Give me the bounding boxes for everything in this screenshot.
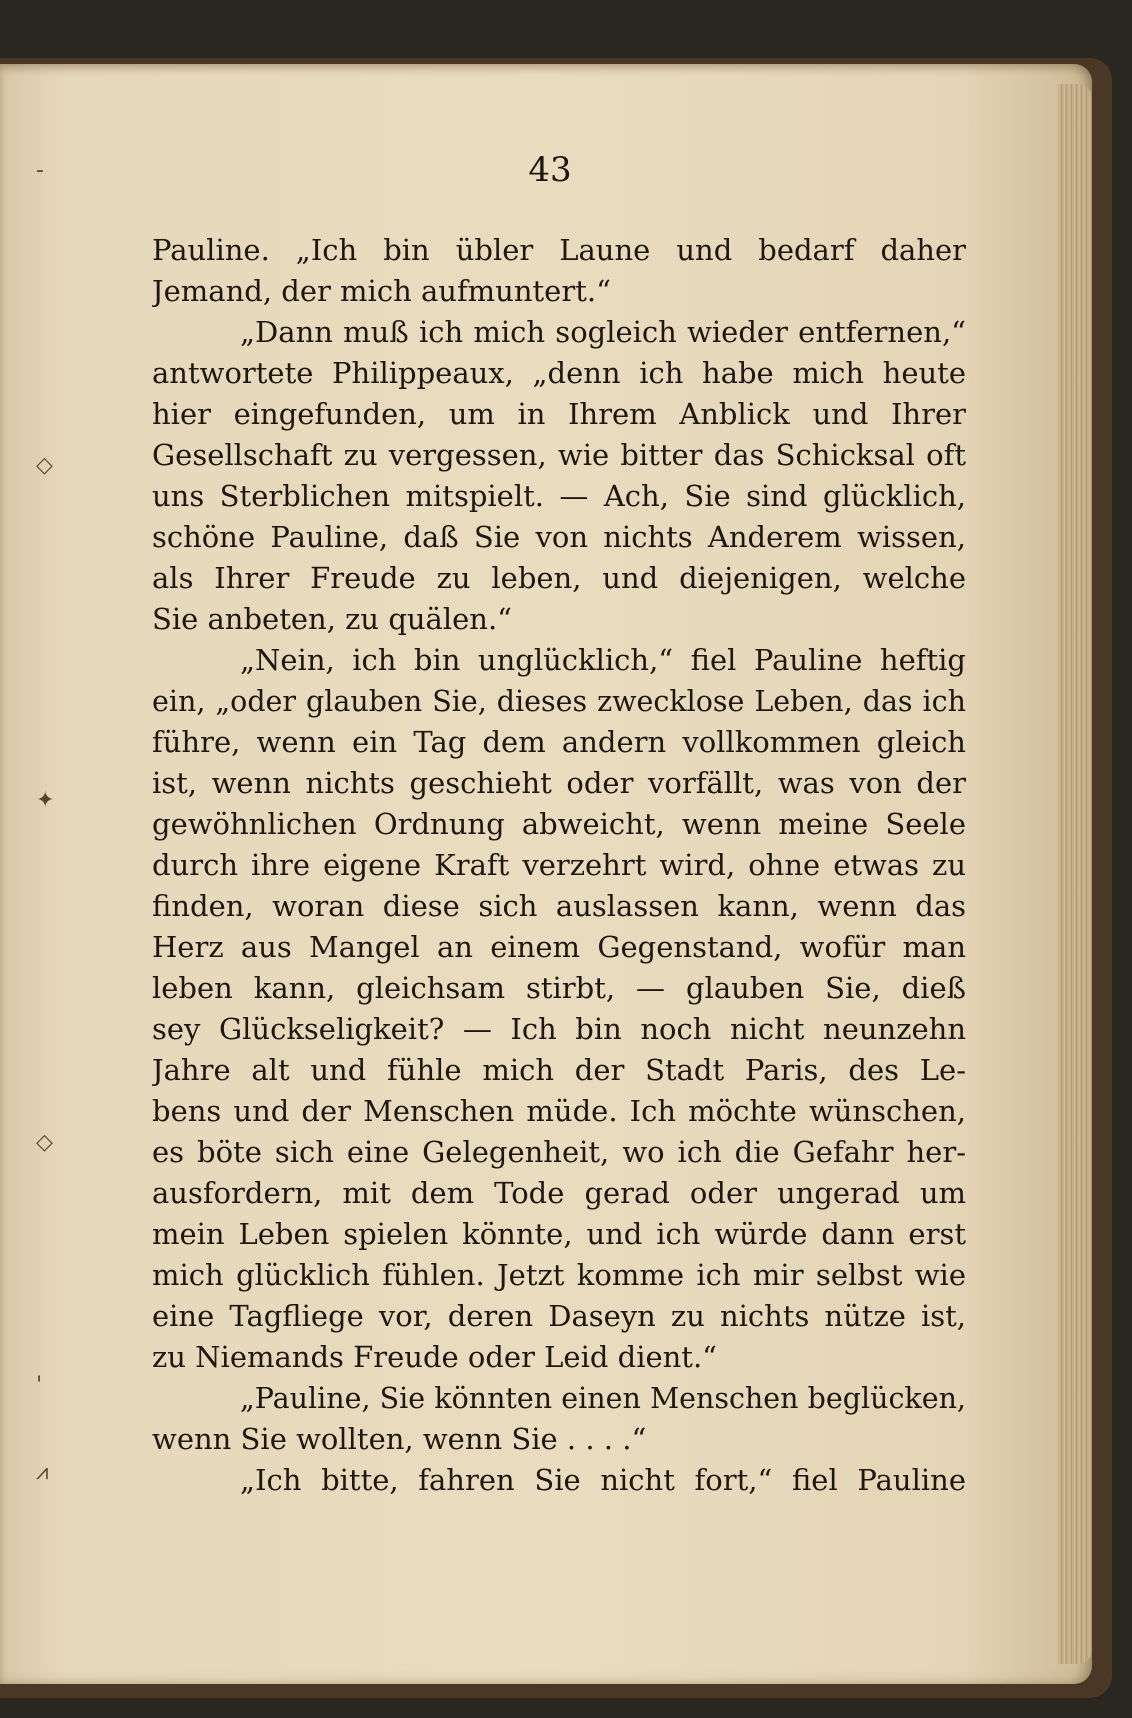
text-line: Herz aus Mangel an einem Gegenstand, wofür man [152,930,966,964]
text-line: ein, „oder glauben Sie, dieses zwecklose Leben, das ich [152,685,966,718]
page-stack-edge [1058,84,1092,1664]
margin-mark: ✦ [36,788,55,813]
text-line: Sie anbeten, zu quälen.“ [152,602,513,636]
text-line: Jahre alt und fühle mich der Stadt Paris, des Le- [152,1053,966,1087]
text-line: „Dann muß ich mich sogleich wieder entfernen,“ [240,315,966,349]
text-line: uns Sterblichen mitspielt. — Ach, Sie sind glücklich, [152,479,966,513]
margin-mark: ' [36,1373,43,1398]
text-line: ist, wenn nichts geschieht oder vorfällt, was von der [152,766,966,800]
text-line: Gesellschaft zu vergessen, wie bitter das Schicksal oft [152,438,966,472]
text-line: gewöhnlichen Ordnung abweicht, wenn meine Seele [152,807,966,841]
margin-mark: ⩘ [36,1460,49,1485]
text-line: antwortete Philippeaux, „denn ich habe mich heute [152,356,966,390]
text-line: hier eingefunden, um in Ihrem Anblick und Ihrer [152,397,966,431]
text-line: finden, woran diese sich auslassen kann, wenn das [152,889,966,923]
text-line: durch ihre eigene Kraft verzehrt wird, ohne etwas zu [152,848,966,882]
text-line: schöne Pauline, daß Sie von nichts Anderem wissen, [152,520,966,554]
text-line: mich glücklich fühlen. Jetzt komme ich mir selbst wie [152,1258,966,1292]
text-line: leben kann, gleichsam stirbt, — glauben Sie, dieß [152,971,966,1005]
margin-mark: - [36,158,44,183]
text-line: wenn Sie wollten, wenn Sie . . . .“ [152,1422,647,1456]
margin-mark: ◇ [36,453,53,478]
text-line: „Ich bitte, fahren Sie nicht fort,“ fiel Pauline [240,1463,966,1497]
margin-mark: ◇ [36,1130,53,1155]
text-line: eine Tagfliege vor, deren Daseyn zu nichts nütze ist, [152,1299,966,1333]
text-line: bens und der Menschen müde. Ich möchte wünschen, [152,1094,966,1128]
body-text [152,230,966,1501]
text-line: als Ihrer Freude zu leben, und diejenigen, welche [152,561,966,595]
text-line: ausfordern, mit dem Tode gerad oder ungerad um [152,1176,966,1210]
page-number: 43 [528,150,572,190]
text-line: sey Glückseligkeit? — Ich bin noch nicht neunzehn [152,1012,966,1046]
text-line: zu Niemands Freude oder Leid dient.“ [152,1340,718,1374]
text-line: „Pauline, Sie könnten einen Menschen beglücken, [240,1382,966,1415]
text-line: es böte sich eine Gelegenheit, wo ich die Gefahr her- [152,1135,966,1169]
text-line: Jemand, der mich aufmuntert.“ [152,274,611,308]
text-line: führe, wenn ein Tag dem andern vollkommen gleich [152,725,966,759]
text-line: Pauline. „Ich bin übler Laune und bedarf daher [152,233,966,267]
text-line: „Nein, ich bin unglücklich,“ fiel Pauline heftig [240,643,966,677]
text-line: mein Leben spielen könnte, und ich würde dann erst [152,1217,966,1251]
